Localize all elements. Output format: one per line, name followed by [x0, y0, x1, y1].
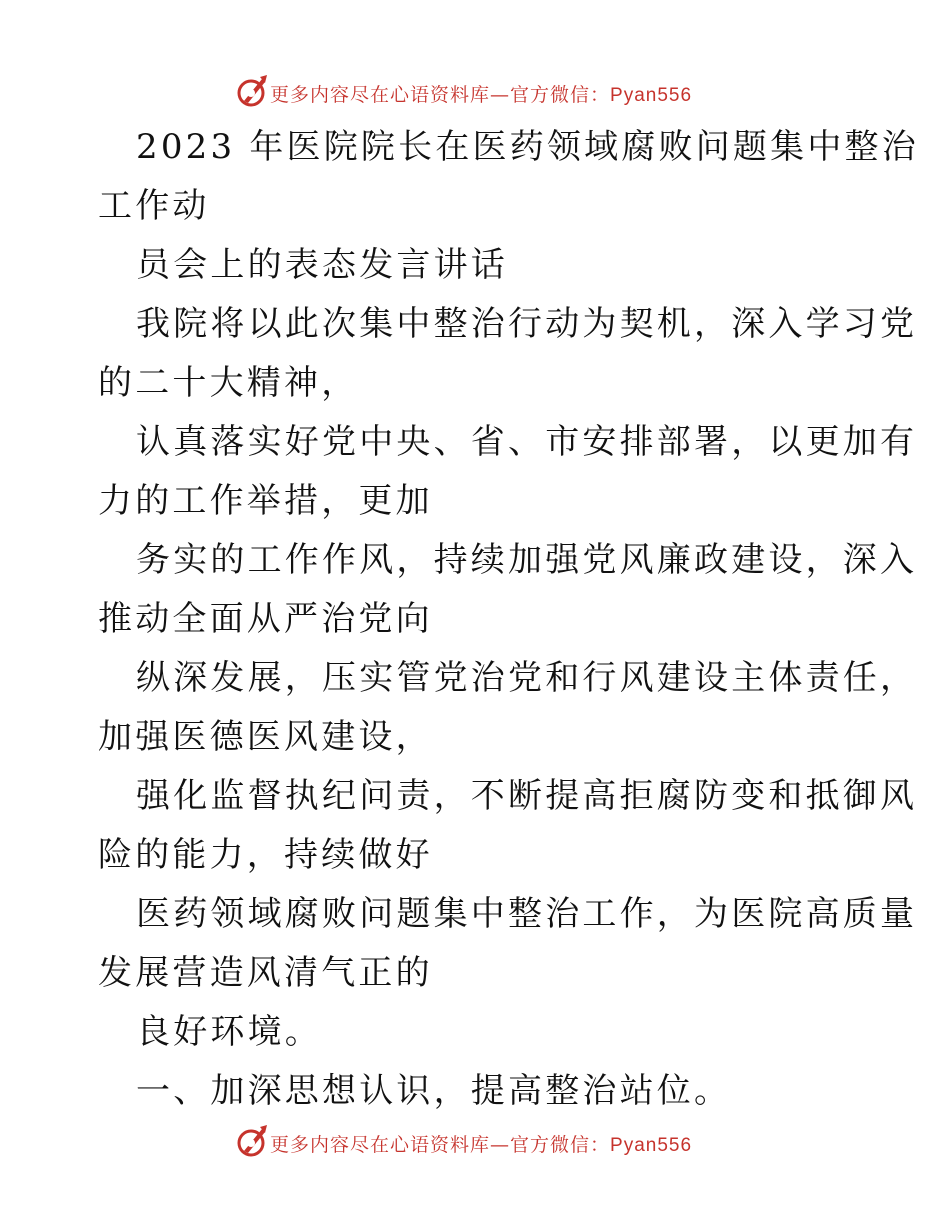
title-line-3: 员会上的表态发言讲话 — [136, 245, 508, 285]
watermark-separator: — — [490, 1134, 511, 1156]
watermark-suffix: 官方微信： — [510, 84, 611, 106]
watermark-account: Pyan556 — [610, 85, 693, 106]
paragraph-line: 险的能力，持续做好 — [98, 835, 433, 875]
paragraph-line: 我院将以此次集中整治行动为契机，深入学习党 — [136, 304, 918, 344]
paragraph-line: 良好环境。 — [136, 1012, 322, 1052]
paragraph-line: 发展营造风清气正的 — [98, 953, 433, 993]
section-heading: 一、加深思想认识，提高整治站位。 — [136, 1071, 732, 1111]
watermark-separator: — — [490, 84, 511, 106]
title-line-2: 工作动 — [98, 186, 210, 226]
paragraph-line: 加强医德医风建设， — [98, 717, 433, 757]
watermark-suffix: 官方微信： — [510, 1134, 611, 1156]
document-body — [98, 118, 919, 1121]
title-line-1: 2023 年医院院长在医药领域腐败问题集中整治 — [136, 127, 919, 167]
quill-logo-icon — [236, 74, 268, 108]
watermark-header — [0, 70, 950, 110]
watermark-account: Pyan556 — [610, 1135, 693, 1156]
paragraph-line: 医药领域腐败问题集中整治工作，为医院高质量 — [136, 894, 918, 934]
watermark-text: 更多内容尽在心语资料库 — [270, 84, 491, 106]
paragraph-line: 推动全面从严治党向 — [98, 599, 433, 639]
paragraph-line: 认真落实好党中央、省、市安排部署，以更加有 — [136, 422, 918, 462]
watermark-text: 更多内容尽在心语资料库 — [270, 1134, 491, 1156]
paragraph-line: 强化监督执纪问责，不断提高拒腐防变和抵御风 — [136, 776, 918, 816]
watermark-footer — [0, 1120, 950, 1160]
paragraph-line: 务实的工作作风，持续加强党风廉政建设，深入 — [136, 540, 918, 580]
quill-logo-icon — [236, 1124, 268, 1158]
paragraph-line: 纵深发展，压实管党治党和行风建设主体责任， — [136, 658, 918, 698]
paragraph-line: 力的工作举措，更加 — [98, 481, 433, 521]
paragraph-line: 的二十大精神， — [98, 363, 359, 403]
